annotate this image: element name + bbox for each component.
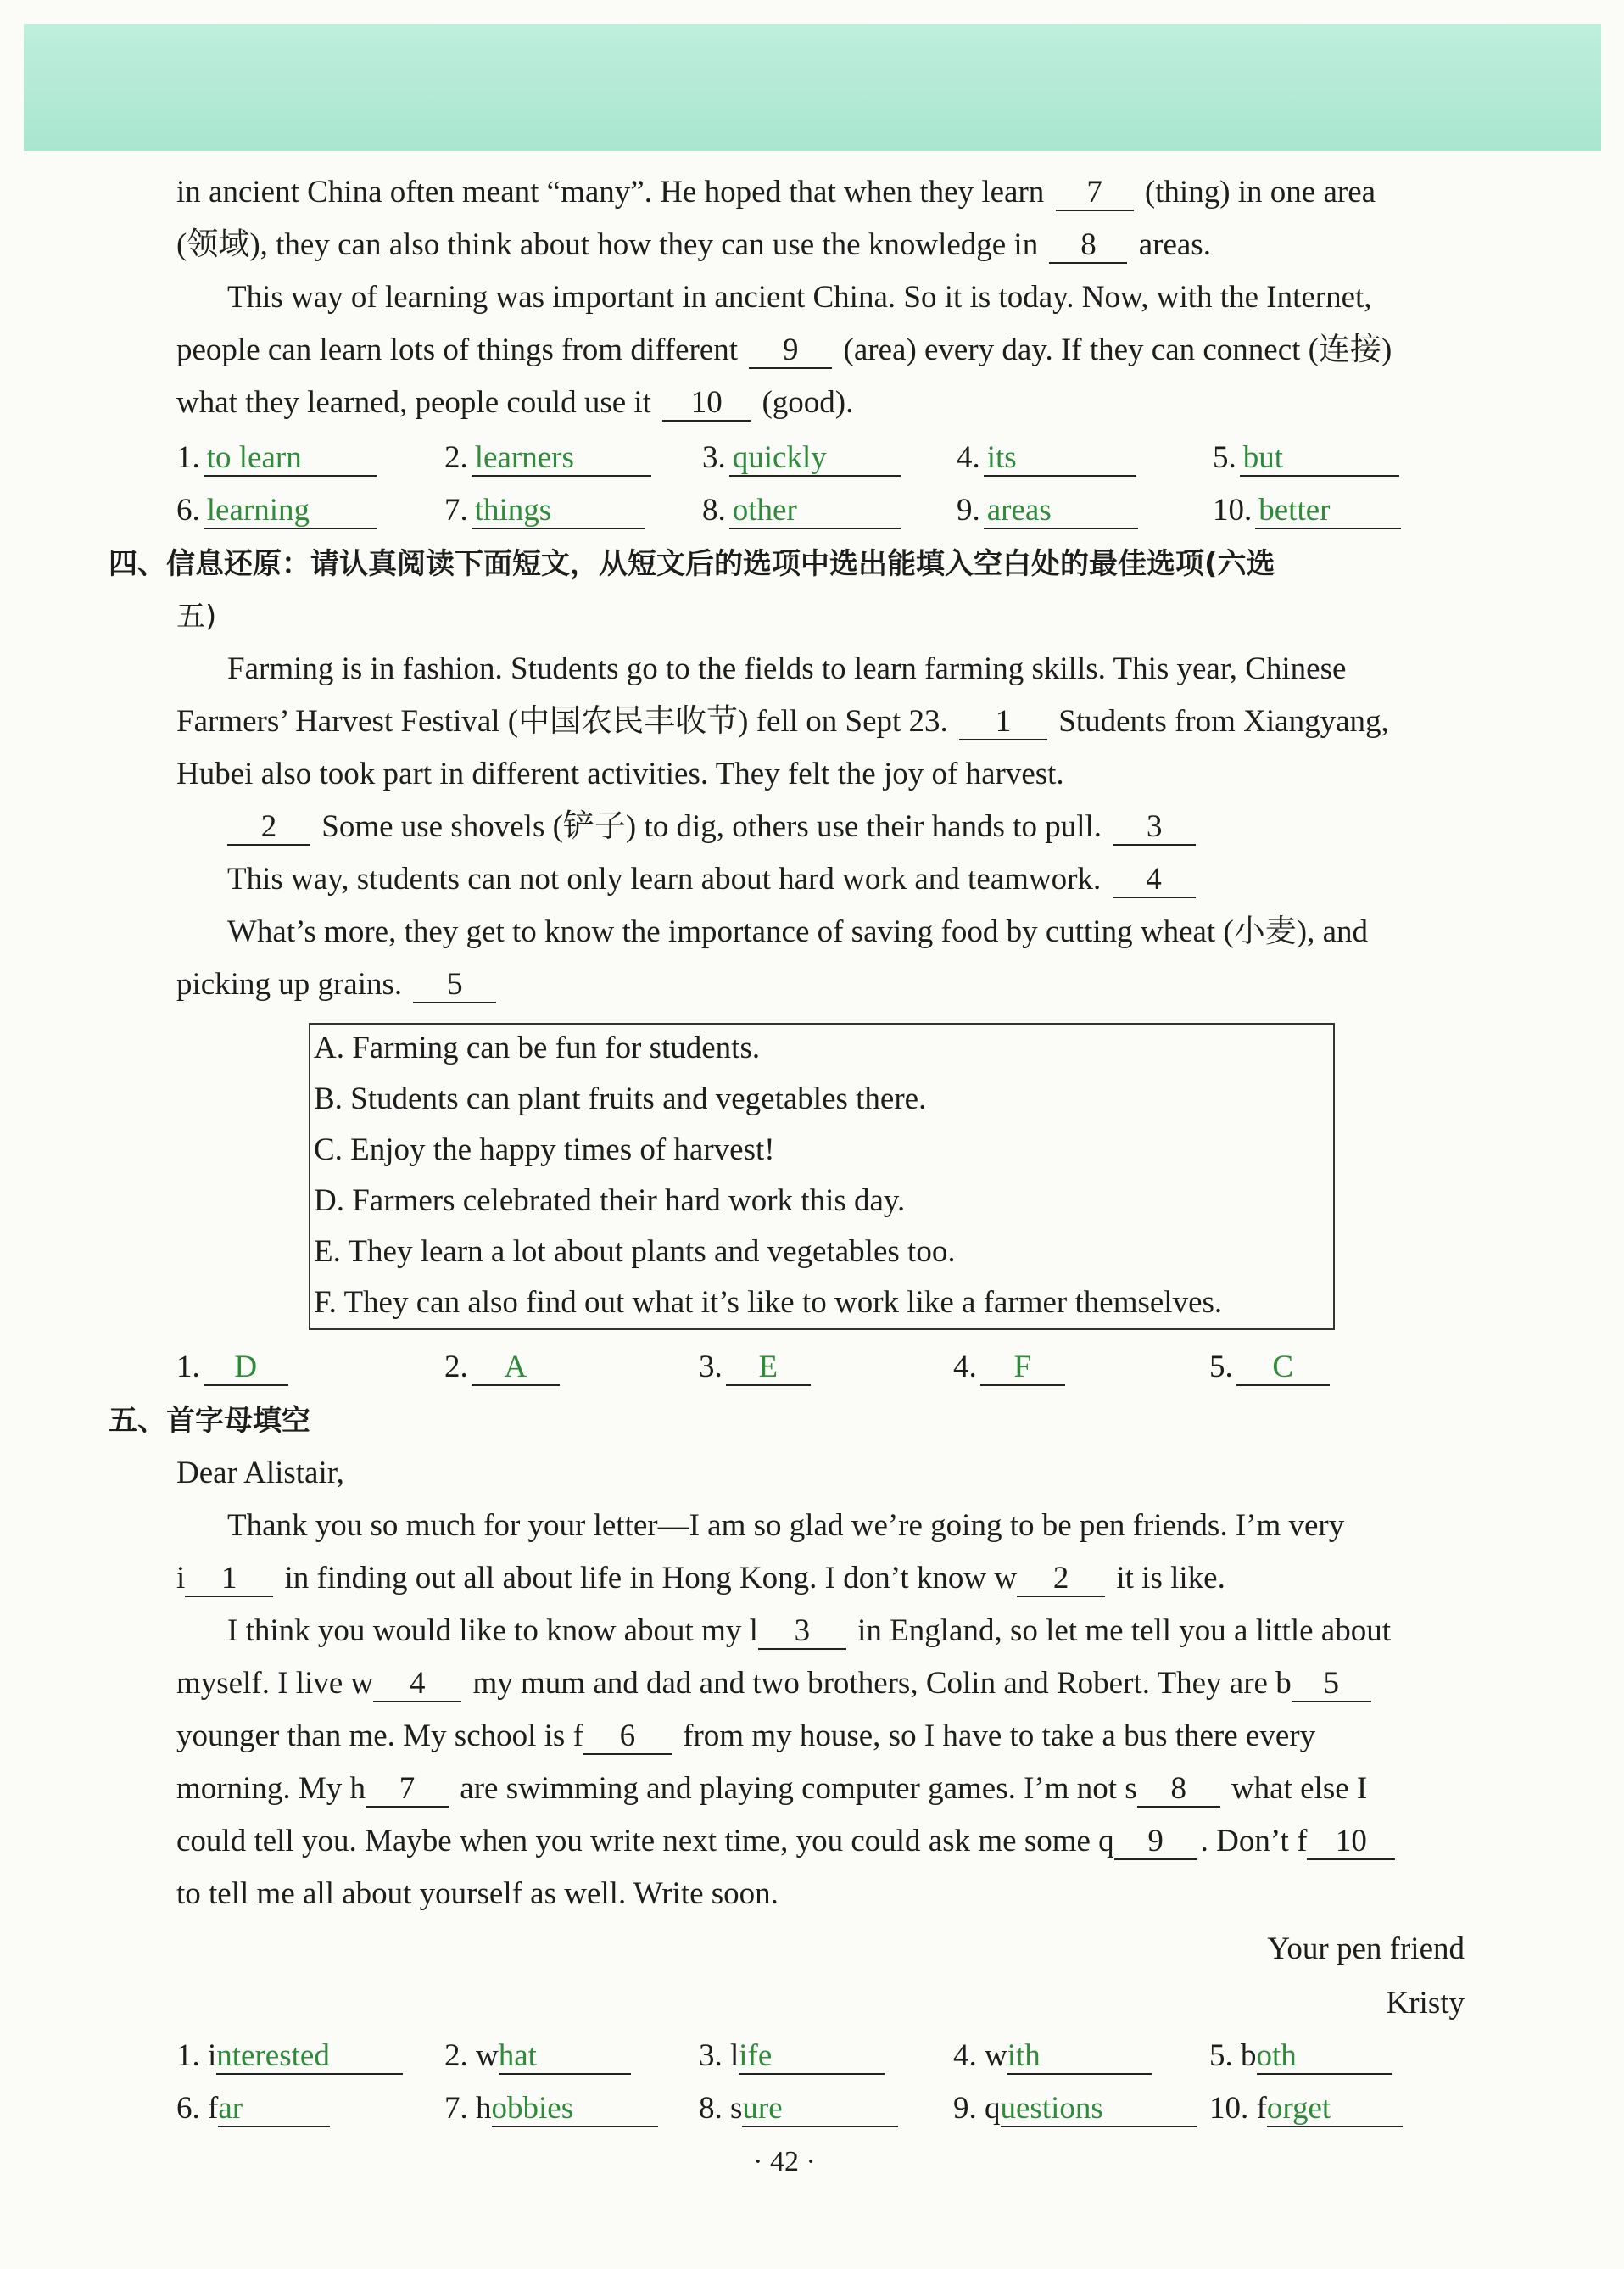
- answer-item: 5. C: [1209, 1342, 1333, 1393]
- blank-1: 1: [959, 705, 1047, 740]
- answer-item: 8. sure: [699, 2083, 901, 2134]
- answer-item: 6. learning: [176, 485, 380, 536]
- answer-item: 5. but: [1213, 433, 1403, 483]
- answer-item: 10. better: [1213, 485, 1404, 536]
- blank-4: 4: [373, 1667, 461, 1702]
- answer-item: 5. both: [1209, 2031, 1396, 2082]
- answer-item: 1. D: [176, 1342, 292, 1393]
- answer-row-1: [176, 433, 1474, 483]
- answer-item: 7. hobbies: [444, 2083, 661, 2134]
- section4-line-4: 2 Some use shovels (铲子) to dig, others use their hands to pull. 3: [227, 801, 1474, 853]
- passage3-line-5: what they learned, people could use it 10 (good).: [176, 385, 854, 420]
- answer-item: 3. E: [699, 1342, 814, 1393]
- blank-4: 4: [1113, 863, 1196, 898]
- answer-item: 6. far: [176, 2083, 333, 2134]
- passage3-line-4: people can learn lots of things from different 9 (area) every day. If they can connect (连接): [176, 333, 1392, 367]
- option-a: A. Farming can be fun for students.: [314, 1031, 761, 1065]
- answer-item: 10. forget: [1209, 2083, 1406, 2134]
- answer-item: 1. to learn: [176, 433, 380, 483]
- section4-title-cont: 五): [176, 600, 217, 634]
- answer-item: 9. areas: [957, 485, 1141, 536]
- blank-10: 10: [662, 386, 751, 422]
- option-b: B. Students can plant fruits and vegetables there.: [314, 1081, 927, 1116]
- letter-signature: Kristy: [1386, 1986, 1465, 2020]
- blank-7: 7: [366, 1772, 449, 1808]
- section4-title: 四、信息还原：请认真阅读下面短文，从短文后的选项中选出能填入空白处的最佳选项(六选: [109, 547, 1275, 581]
- blank-9: 9: [1114, 1825, 1197, 1860]
- answer-item: 7. things: [444, 485, 648, 536]
- section4-line-1: Farming is in fashion. Students go to the fields to learn farming skills. This year, Chinese: [227, 651, 1347, 686]
- letter-line-7: could tell you. Maybe when you write next time, you could ask me some q 9 . Don’t f 10: [176, 1815, 1474, 1868]
- section5-answer-row-2: [176, 2083, 1474, 2134]
- section4-line-3: Hubei also took part in different activities. They felt the joy of harvest.: [176, 757, 1064, 791]
- answer-item: 8. other: [702, 485, 904, 536]
- letter-line-5: younger than me. My school is f 6 from my house, so I have to take a bus there every: [176, 1719, 1316, 1753]
- letter-greeting: Dear Alistair,: [176, 1456, 344, 1490]
- blank-9: 9: [749, 333, 832, 369]
- answer-item: 3. life: [699, 2031, 888, 2082]
- passage3-line-1: in ancient China often meant “many”. He hoped that when they learn 7 (thing) in one area: [176, 175, 1376, 210]
- section5-title: 五、首字母填空: [109, 1404, 310, 1438]
- answer-item: 2. what: [444, 2031, 634, 2082]
- section4-line-5: This way, students can not only learn about hard work and teamwork. 4: [227, 853, 1474, 906]
- section4-answers: [176, 1342, 1474, 1393]
- blank-1: 1: [185, 1562, 273, 1597]
- blank-2: 2: [1017, 1562, 1105, 1597]
- blank-2: 2: [227, 810, 310, 846]
- section4-line-6: What’s more, they get to know the importance of saving food by cutting wheat (小麦), and: [227, 914, 1369, 949]
- letter-line-6: morning. My h 7 are swimming and playing computer games. I’m not s 8 what else I: [176, 1771, 1368, 1806]
- option-c: C. Enjoy the happy times of harvest!: [314, 1132, 775, 1167]
- section4-line-2: Farmers’ Harvest Festival (中国农民丰收节) fell on Sept 23. 1 Students from Xiangyang,: [176, 704, 1389, 739]
- answer-item: 1. interested: [176, 2031, 406, 2082]
- section4-line-7: picking up grains. 5: [176, 958, 1474, 1011]
- blank-8: 8: [1137, 1772, 1220, 1808]
- option-f: F. They can also find out what it’s like to work like a farmer themselves.: [314, 1285, 1223, 1320]
- blank-5: 5: [413, 968, 496, 1003]
- answer-row-2: [176, 485, 1474, 536]
- answer-item: 2. A: [444, 1342, 563, 1393]
- blank-8: 8: [1049, 228, 1127, 264]
- answer-item: 2. learners: [444, 433, 655, 483]
- passage3-line-3: This way of learning was important in ancient China. So it is today. Now, with the Internet,: [227, 280, 1372, 315]
- answer-item: 4. with: [953, 2031, 1155, 2082]
- letter-line-1: Thank you so much for your letter—I am so glad we’re going to be pen friends. I’m very: [227, 1508, 1345, 1543]
- passage3-line-2: (领域), they can also think about how they can use the knowledge in 8 areas.: [176, 227, 1211, 262]
- letter-closing: Your pen friend: [1267, 1931, 1465, 1966]
- letter-line-4: myself. I live w 4 my mum and dad and two brothers, Colin and Robert. They are b 5: [176, 1657, 1474, 1710]
- letter-line-2: i 1 in finding out all about life in Hong Kong. I don’t know w 2 it is like.: [176, 1561, 1225, 1596]
- blank-5: 5: [1292, 1667, 1371, 1702]
- option-e: E. They learn a lot about plants and vegetables too.: [314, 1234, 956, 1269]
- answer-item: 4. F: [953, 1342, 1069, 1393]
- blank-3: 3: [1113, 810, 1196, 846]
- blank-3: 3: [758, 1614, 846, 1650]
- blank-10: 10: [1307, 1825, 1395, 1860]
- section5-answer-row-1: [176, 2031, 1474, 2082]
- blank-6: 6: [583, 1719, 672, 1755]
- page-number: · 42 ·: [753, 2146, 816, 2177]
- letter-line-8: to tell me all about yourself as well. Write soon.: [176, 1876, 779, 1911]
- option-d: D. Farmers celebrated their hard work this day.: [314, 1183, 906, 1218]
- answer-item: 3. quickly: [702, 433, 904, 483]
- blank-7: 7: [1056, 176, 1134, 211]
- answer-item: 4. its: [957, 433, 1140, 483]
- letter-line-3: I think you would like to know about my l 3 in England, so let me tell you a little about: [227, 1613, 1391, 1648]
- answer-item: 9. questions: [953, 2083, 1201, 2134]
